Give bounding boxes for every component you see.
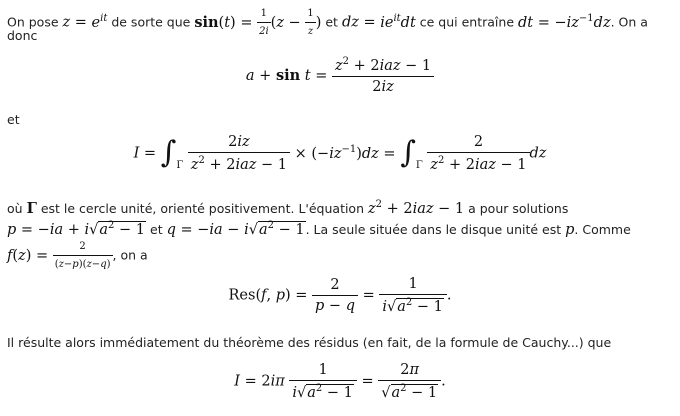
equation-integral-I: $I = \int_\Gamma$ $\frac{2iz}{z^2 + 2iaz - 1}$ × $(-iz^{-1})dz = \int_\Gamma$ $\frac{2}{z^2 + 2iaz - 1}$ dz (133, 134, 547, 173)
math-z-def: $z = e^{it}$ (62, 12, 108, 31)
paragraph-2-line-1: où Γ est le cercle unité, orienté positivement. L'équation $z^2 + 2iaz - 1$ a pour solutions (7, 199, 569, 217)
paragraph-1-line-2: donc (7, 28, 38, 43)
equation-final: I = 2iπ $\frac{1}{i√a^2 - 1}$ = $\frac{2\pi}{√a^2 - 1}$ . (234, 362, 446, 401)
paragraph-1-line-1: On pose $z = e^{it}$ de sorte que sin(t) = $\frac{1}{2i}$ (z − $\frac{1}{z}$ ) et dz = $ie^{it}dt$ ce qui entraîne dt = $-iz^{-1}dz$. On a (7, 5, 648, 40)
math-p-def: $p = -ia + i√a^2 - 1$ (7, 220, 146, 238)
math-dz-def: dz = $ie^{it}dt$ (341, 12, 416, 31)
text-et: et (7, 112, 20, 127)
math-quadratic: $z^2 + 2iaz - 1$ (368, 199, 465, 217)
equation-residue: Res(f, p) = $\frac{2}{p - q}$ = $\frac{1}{i√a^2 - 1}$ . (228, 276, 452, 315)
equation-a-plus-sin: a + sin t = $\frac{z^2 + 2iaz - 1}{2iz}$ (0, 56, 680, 95)
math-f-def: f(z) = $\frac{2}{(z-p)(z-q)}$ (7, 248, 113, 264)
math-q-def: $q = -ia - i√a^2 - 1$ (166, 220, 305, 238)
math-gamma: Γ (26, 199, 37, 217)
paragraph-2-line-3: f(z) = $\frac{2}{(z-p)(z-q)}$ , on a (7, 238, 148, 273)
math-sin-def: sin(t) = $\frac{1}{2i}$ (z − $\frac{1}{z}$ ) (194, 15, 321, 31)
math-p: p (565, 221, 575, 238)
paragraph-3: Il résulte alors immédiatement du théorème des résidus (en fait, de la formule de Cauchy...) que (7, 335, 612, 350)
paragraph-2-line-2: $p = -ia + i√a^2 - 1$ et $q = -ia - i√a^2 - 1$. La seule située dans le disque unité est p. Comme (7, 220, 631, 238)
math-dt-def: dt = $-iz^{-1}dz$ (518, 12, 611, 31)
